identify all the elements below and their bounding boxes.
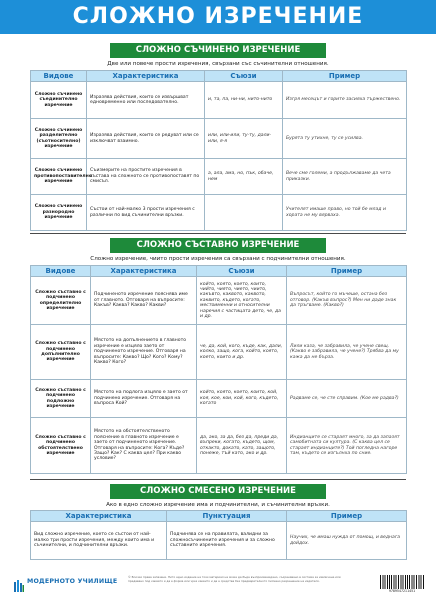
barcode-number: 9789547211451 [388, 589, 416, 593]
table-row [31, 380, 407, 418]
row-example: Изгря месецът и горите засияха тържествено. [283, 82, 407, 119]
row-kind: Сложно съчинено съединително изречение [31, 82, 87, 119]
table-row [31, 418, 407, 474]
row-conjunctions [205, 195, 283, 231]
row-example: Радваме се, че сте справим. (Кое ме радва?) [287, 380, 407, 418]
row-conjunctions: да, ако, за да, без да, преди да, въпреки, когато, където, щом, откакто, докато, като, защото, понеже, тъй като, ако и др. [197, 418, 287, 474]
row-kind: Сложно съчинено разделително (съотносително) изречение [31, 119, 87, 159]
row-kind: Сложно съчинено противопоставително изречение [31, 159, 87, 195]
footer [0, 571, 436, 600]
complex-table-header [31, 266, 407, 277]
section-mixed-title: СЛОЖНО СМЕСЕНО ИЗРЕЧЕНИЕ [110, 484, 326, 499]
row-characteristic: Изразява действия, които се редуват или се изключват взаимно. [87, 119, 205, 159]
col-header-characteristic: Характеристика [87, 71, 205, 82]
row-conjunctions: че, да, кой, кого, къде, как, дали, колко, защо, кога, който, която, което, които и др. [197, 325, 287, 380]
row-kind: Сложно съставно с подчинено определително изречение [31, 277, 91, 325]
table-row [31, 195, 407, 231]
row-characteristic: Мястото на подлога изцяло е заето от подчинено изречение. Отговаря на въпроса Кой? [91, 380, 197, 418]
row-characteristic: Съизмерите на простите изречения в състава на сложното се противопоставят по смисъл. [87, 159, 205, 195]
col-header-example: Пример [287, 511, 407, 522]
row-characteristic: Мястото на обстоятелственото пояснение в главното изречение е заето от подчиненото изречение. Отговаря на въпросите: Кога? Къде? Защо? Как? С каква цел? При какво условие? [91, 418, 197, 474]
col-header-types: Видове [31, 71, 87, 82]
mixed-table-header [31, 511, 407, 522]
col-header-types: Видове [31, 266, 91, 277]
col-header-characteristic: Характеристика [91, 266, 197, 277]
table-row [31, 119, 407, 159]
publisher-logo-icon [14, 577, 24, 589]
row-conjunctions: който, която, което, които, чийто, чиято, чието, чиито, какъвто, каквото, каквото, каквито, където, когато, местоименни и относителни наречия с частицата дето, че, да и др. [197, 277, 287, 325]
publisher-logo-text: МОДЕРНОТО УЧИЛИЩЕ [27, 578, 118, 585]
row-example: Индианците се стараят много, за да запазят самобитната си култура. (С каква цел се стараят индианците?) Той погледна нагоре там, където се изгълнха по сние. [287, 418, 407, 474]
col-header-example: Пример [283, 71, 407, 82]
section-compound-subtitle: Две или повече прости изречения, свързани със съчинителни отношения. [107, 61, 329, 67]
row-example: Въпросът, който го мъчеше, остана без отговор. (Какъв въпрос?) Мен ни даде знак да тръгваме. (Какво?) [287, 277, 407, 325]
row-kind: Сложно съставно с подчинено обстоятелствено изречение [31, 418, 91, 474]
row-characteristic: Изразява действия, които се извършват едновременно или последователно. [87, 82, 205, 119]
row-example: Бурята ту утихне, ту се усилва. [283, 119, 407, 159]
table-row [31, 277, 407, 325]
row-conjunctions: или, или-или, ту-ту, дали-или, я-я [205, 119, 283, 159]
row-kind: Сложно съчинено разнородно изречение [31, 195, 87, 231]
table-row [31, 82, 407, 119]
row-characteristic: Мястото на допълнението в главното изречение е изцяло заето от подчиненото изречение. Отговаря на въпросите: Какво? Що? Кого? Кому? Какво? Кого? [91, 325, 197, 380]
col-header-characteristic: Характеристика [31, 511, 167, 522]
col-header-conjunctions: Съюзи [197, 266, 287, 277]
table-row [31, 522, 407, 560]
row-kind: Сложно съставно с подчинено подложно изречение [31, 380, 91, 418]
col-header-conjunctions: Съюзи [205, 71, 283, 82]
section-compound-title: СЛОЖНО СЪЧИНЕНО ИЗРЕЧЕНИЕ [110, 43, 326, 58]
section-complex-subtitle: Сложно изречение, чиито прости изречения са свързани с подчинителни отношения. [90, 256, 346, 262]
row-example: Вече сме големи, а продължаваме да чета приказки. [283, 159, 407, 195]
row-conjunctions: и, та, па, ни-ни, нито-нито [205, 82, 283, 119]
legal-notice: © Всички права запазени. Нито едно издание на този материал не може да бъде възпроизвеждано, съхранявано в система за извличане или предавано под каквато и да е форма или чрез каквито и да е средства без предварителното писмено разрешение на издателя. [128, 575, 341, 583]
table-row [31, 325, 407, 380]
mixed-table [30, 510, 407, 560]
row-example: Учителят имаше право, но той бе млад и хората не му вярваха. [283, 195, 407, 231]
row-characteristic: Вид сложно изречение, което се състои от най-малко три прости изречения, между които има и съчинителни, и подчинителни връзки. [31, 522, 167, 560]
col-header-example: Пример [287, 266, 407, 277]
row-kind: Сложно съставно с подчинено допълнително изречение [31, 325, 91, 380]
section-divider [30, 233, 406, 234]
complex-table [30, 265, 407, 474]
barcode-icon [380, 575, 424, 589]
section-divider [30, 479, 406, 480]
row-characteristic: Подчиненото изречение пояснява име от главното. Отговаря на въпросите: Какъв? Каква? Какво? Какви? [91, 277, 197, 325]
row-example: Лили каза, че забравила, че учене свещ. (Какво е забравила, че учене?) Трябва да му кажа да не бърза. [287, 325, 407, 380]
row-characteristic: Състои от най-малко 3 прости изречения с различни по вид съчинителни връзки. [87, 195, 205, 231]
page-title: СЛОЖНО ИЗРЕЧЕНИЕ [0, 0, 436, 34]
row-punctuation: Подчинява се на правилата, валидни за сложносъчинените изречения и за сложно съставните изречения. [167, 522, 287, 560]
section-complex-title: СЛОЖНО СЪСТАВНО ИЗРЕЧЕНИЕ [110, 238, 326, 253]
row-conjunctions: а, ала, ама, но, пък, обаче, нем [205, 159, 283, 195]
compound-table-header [31, 71, 407, 82]
section-mixed-subtitle: Ако в едно сложно изречение има и подчинителни, и съчинителни връзки. [106, 502, 330, 508]
row-example: Научих, че имаш нужда от помощ, и веднага дойдох. [287, 522, 407, 560]
col-header-punctuation: Пунктуация [167, 511, 287, 522]
compound-table [30, 70, 407, 231]
row-conjunctions: който, която, което, които, кой, коя, кое, кои, кой, кого, където, когато [197, 380, 287, 418]
table-row [31, 159, 407, 195]
